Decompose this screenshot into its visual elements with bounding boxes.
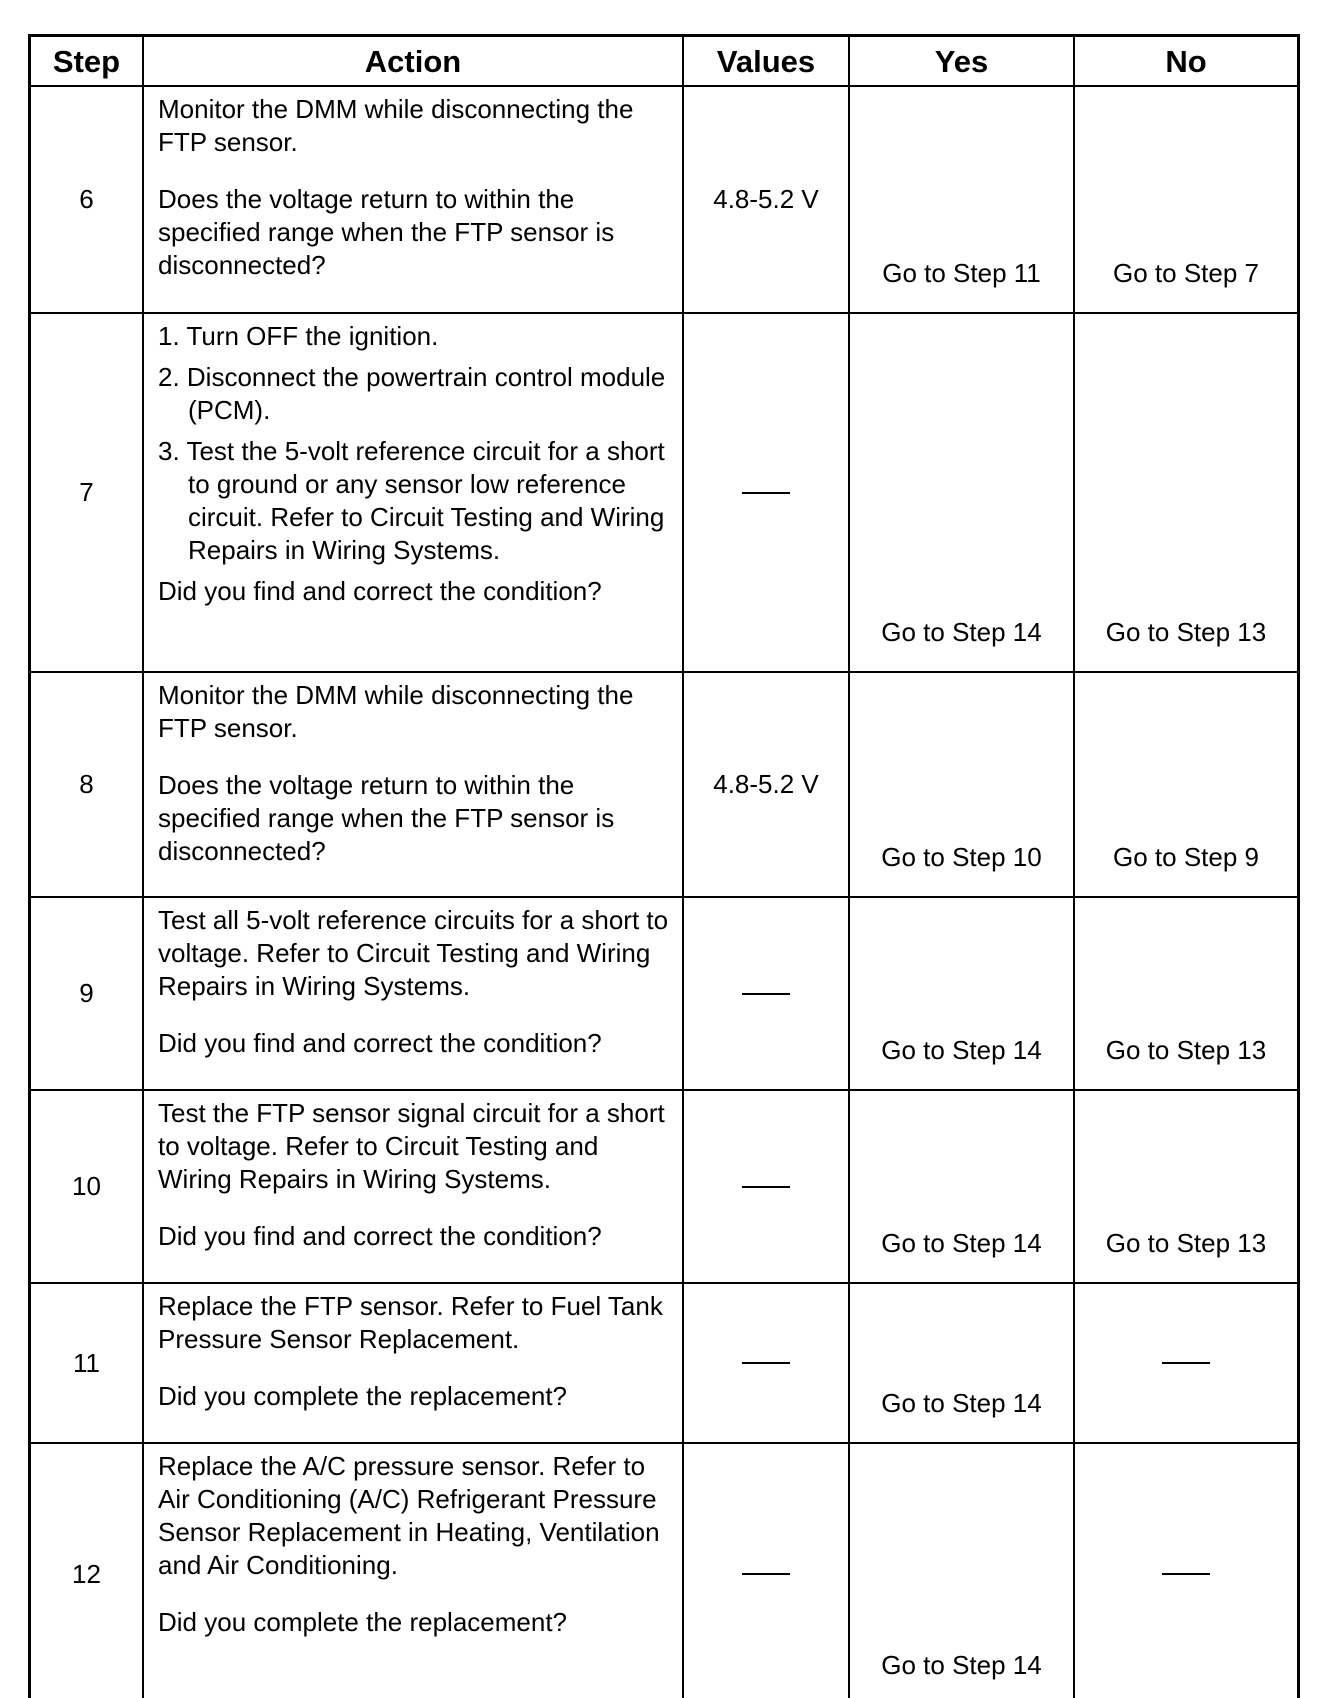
diagnostic-table bbox=[28, 34, 1300, 1698]
action-list-item: 2. Disconnect the powertrain control module (PCM). bbox=[158, 362, 666, 425]
yes-cell: Go to Step 10 bbox=[850, 673, 1075, 898]
action-question: Does the voltage return to within the specified range when the FTP sensor is disconnected? bbox=[158, 770, 615, 866]
action-text: Test all 5-volt reference circuits for a short to voltage. Refer to Circuit Testing and Wiring Repairs in Wiring Systems. bbox=[158, 905, 669, 1001]
action-list bbox=[158, 320, 672, 567]
not-applicable-dash bbox=[1162, 1573, 1210, 1575]
header-step: Step bbox=[31, 37, 144, 87]
header-action: Action bbox=[144, 37, 684, 87]
values-cell bbox=[684, 314, 850, 673]
action-cell bbox=[144, 1284, 684, 1444]
header-values: Values bbox=[684, 37, 850, 87]
no-cell bbox=[1075, 1284, 1297, 1444]
step-number: 11 bbox=[31, 1284, 144, 1444]
action-cell bbox=[144, 1444, 684, 1698]
action-cell bbox=[144, 87, 684, 314]
action-cell bbox=[144, 673, 684, 898]
action-cell bbox=[144, 898, 684, 1091]
no-cell bbox=[1075, 1444, 1297, 1698]
action-list-item: 3. Test the 5-volt reference circuit for a short to ground or any sensor low reference circuit. Refer to Circuit Testing and Wiring Repairs in Wiring Systems. bbox=[158, 436, 665, 565]
not-applicable-dash bbox=[742, 1186, 790, 1188]
action-text: Monitor the DMM while disconnecting the FTP sensor. bbox=[158, 680, 634, 743]
action-text: Monitor the DMM while disconnecting the FTP sensor. bbox=[158, 94, 634, 157]
not-applicable-dash bbox=[1162, 1362, 1210, 1364]
values-cell: 4.8-5.2 V bbox=[684, 673, 850, 898]
yes-cell: Go to Step 14 bbox=[850, 1444, 1075, 1698]
yes-cell: Go to Step 14 bbox=[850, 1284, 1075, 1444]
action-list-item: 1. Turn OFF the ignition. bbox=[158, 321, 439, 351]
action-text: Replace the A/C pressure sensor. Refer to Air Conditioning (A/C) Refrigerant Pressure Sensor Replacement in Heating, Ventilation and Air Conditioning. bbox=[158, 1451, 660, 1580]
not-applicable-dash bbox=[742, 1573, 790, 1575]
action-question: Does the voltage return to within the specified range when the FTP sensor is disconnected? bbox=[158, 184, 615, 280]
step-number: 8 bbox=[31, 673, 144, 898]
action-text: Test the FTP sensor signal circuit for a short to voltage. Refer to Circuit Testing and Wiring Repairs in Wiring Systems. bbox=[158, 1098, 665, 1194]
step-number: 10 bbox=[31, 1091, 144, 1284]
step-number: 6 bbox=[31, 87, 144, 314]
yes-cell: Go to Step 11 bbox=[850, 87, 1075, 314]
action-question: Did you complete the replacement? bbox=[158, 1381, 568, 1411]
values-cell bbox=[684, 1091, 850, 1284]
yes-cell: Go to Step 14 bbox=[850, 314, 1075, 673]
not-applicable-dash bbox=[742, 993, 790, 995]
no-cell: Go to Step 9 bbox=[1075, 673, 1297, 898]
yes-cell: Go to Step 14 bbox=[850, 898, 1075, 1091]
not-applicable-dash bbox=[742, 492, 790, 494]
action-cell bbox=[144, 1091, 684, 1284]
step-number: 9 bbox=[31, 898, 144, 1091]
table-grid bbox=[31, 37, 1297, 1698]
header-yes: Yes bbox=[850, 37, 1075, 87]
action-question: Did you find and correct the condition? bbox=[158, 576, 602, 606]
values-cell: 4.8-5.2 V bbox=[684, 87, 850, 314]
yes-cell: Go to Step 14 bbox=[850, 1091, 1075, 1284]
action-cell bbox=[144, 314, 684, 673]
no-cell: Go to Step 13 bbox=[1075, 314, 1297, 673]
header-no: No bbox=[1075, 37, 1297, 87]
action-text: Replace the FTP sensor. Refer to Fuel Tank Pressure Sensor Replacement. bbox=[158, 1291, 663, 1354]
step-number: 7 bbox=[31, 314, 144, 673]
values-cell bbox=[684, 898, 850, 1091]
values-cell bbox=[684, 1284, 850, 1444]
action-question: Did you find and correct the condition? bbox=[158, 1221, 602, 1251]
no-cell: Go to Step 13 bbox=[1075, 898, 1297, 1091]
action-question: Did you complete the replacement? bbox=[158, 1607, 568, 1637]
not-applicable-dash bbox=[742, 1362, 790, 1364]
no-cell: Go to Step 7 bbox=[1075, 87, 1297, 314]
no-cell: Go to Step 13 bbox=[1075, 1091, 1297, 1284]
step-number: 12 bbox=[31, 1444, 144, 1698]
action-question: Did you find and correct the condition? bbox=[158, 1028, 602, 1058]
values-cell bbox=[684, 1444, 850, 1698]
